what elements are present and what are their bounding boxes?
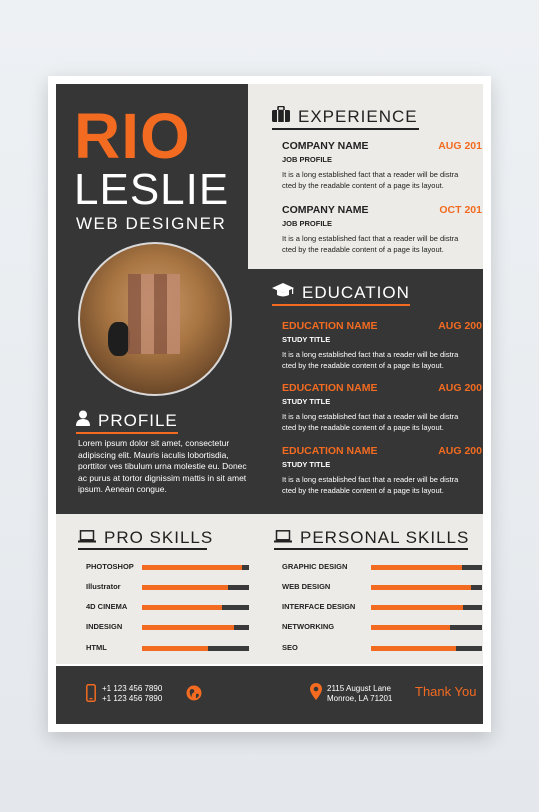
skill-fill bbox=[142, 625, 234, 630]
education-desc: It is a long established fact that a reader will be distra cted by the readable content of a page its layout. bbox=[282, 475, 459, 495]
skill-fill bbox=[142, 585, 228, 590]
phone-1: +1 123 456 7890 bbox=[102, 684, 163, 693]
personal-skills-heading bbox=[274, 528, 469, 548]
company-name: COMPANY NAME bbox=[282, 204, 369, 216]
job-profile: JOB PROFILE bbox=[282, 219, 333, 228]
study-title: STUDY TITLE bbox=[282, 397, 331, 406]
skill-bar bbox=[371, 605, 482, 610]
skill-row bbox=[282, 622, 483, 634]
job-profile: JOB PROFILE bbox=[282, 155, 333, 164]
company-name: COMPANY NAME bbox=[282, 140, 369, 152]
education-desc: It is a long established fact that a reader will be distra cted by the readable content of a page its layout. bbox=[282, 350, 459, 370]
skill-row bbox=[86, 643, 251, 655]
education-title: EDUCATION bbox=[302, 282, 410, 302]
skill-fill bbox=[371, 565, 462, 570]
experience-desc: It is a long established fact that a reader will be distra cted by the readable content of a page its layout. bbox=[282, 170, 459, 190]
skill-label: SEO bbox=[282, 643, 298, 652]
experience-date: OCT 201 bbox=[439, 204, 482, 216]
briefcase-icon bbox=[272, 106, 290, 127]
skill-bar bbox=[142, 625, 249, 630]
last-name: LESLIE bbox=[74, 165, 230, 214]
education-item bbox=[282, 320, 482, 371]
skill-bar bbox=[142, 646, 249, 651]
experience-title: EXPERIENCE bbox=[298, 106, 418, 126]
skill-label: GRAPHIC DESIGN bbox=[282, 562, 348, 571]
avatar bbox=[78, 242, 232, 396]
education-desc: It is a long established fact that a reader will be distra cted by the readable content of a page its layout. bbox=[282, 412, 459, 432]
experience-heading bbox=[272, 106, 418, 127]
thank-you-text: Thank You bbox=[415, 684, 477, 699]
globe-icon bbox=[186, 685, 202, 706]
graduation-cap-icon bbox=[272, 282, 294, 303]
address-line-2: Monroe, LA 71201 bbox=[327, 694, 393, 703]
profile-text: Lorem ipsum dolor sit amet, consectetur adipiscing elit. Mauris iaculis lobortisdia, porttitor ves tibulum urna molestie eu. Donec ac purus at tortor dignissim mattis in sit amet ipsum. Aenean congue. bbox=[78, 438, 247, 494]
skill-bar bbox=[371, 646, 482, 651]
skill-bar bbox=[371, 625, 482, 630]
location-pin-icon bbox=[310, 683, 322, 705]
skill-row bbox=[86, 562, 251, 574]
job-role: WEB DESIGNER bbox=[76, 214, 227, 233]
skill-label: 4D CINEMA bbox=[86, 602, 128, 611]
skill-fill bbox=[371, 585, 471, 590]
first-name: RIO bbox=[74, 100, 191, 172]
skill-label: INTERFACE DESIGN bbox=[282, 602, 356, 611]
education-date: AUG 200 bbox=[438, 382, 482, 394]
education-item bbox=[282, 382, 482, 433]
address-line-1: 2115 August Lane bbox=[327, 684, 391, 693]
experience-item bbox=[282, 140, 482, 191]
person-icon bbox=[76, 410, 90, 431]
skill-row bbox=[86, 622, 251, 634]
education-heading bbox=[272, 282, 410, 303]
education-name: EDUCATION NAME bbox=[282, 382, 378, 394]
skill-label: Illustrator bbox=[86, 582, 121, 591]
skill-bar bbox=[142, 605, 249, 610]
skill-fill bbox=[142, 565, 242, 570]
address bbox=[327, 684, 392, 704]
education-date: AUG 200 bbox=[438, 445, 482, 457]
pro-skills-underline bbox=[78, 548, 207, 550]
skill-row bbox=[86, 602, 251, 614]
laptop-icon bbox=[78, 528, 96, 548]
skill-fill bbox=[371, 625, 450, 630]
personal-skills-underline bbox=[274, 548, 468, 550]
phone-icon bbox=[86, 684, 96, 707]
profile-title: PROFILE bbox=[98, 410, 178, 430]
skill-label: NETWORKING bbox=[282, 622, 335, 631]
profile-underline bbox=[76, 432, 178, 434]
skill-fill bbox=[371, 605, 463, 610]
experience-date: AUG 201 bbox=[438, 140, 482, 152]
phone-numbers bbox=[102, 684, 162, 704]
skill-label: HTML bbox=[86, 643, 107, 652]
experience-item bbox=[282, 204, 482, 255]
education-item bbox=[282, 445, 482, 496]
personal-skills-title: PERSONAL SKILLS bbox=[300, 528, 470, 547]
pro-skills-title: PRO SKILLS bbox=[104, 528, 214, 547]
skill-label: INDESIGN bbox=[86, 622, 123, 631]
skill-row bbox=[282, 582, 483, 594]
profile-heading bbox=[76, 410, 178, 431]
experience-desc: It is a long established fact that a reader will be distra cted by the readable content of a page its layout. bbox=[282, 234, 459, 254]
skill-bar bbox=[371, 565, 482, 570]
skill-bar bbox=[142, 565, 249, 570]
resume-sheet bbox=[48, 76, 491, 732]
skill-row bbox=[282, 643, 483, 655]
skill-bar bbox=[142, 585, 249, 590]
skill-row bbox=[282, 602, 483, 614]
education-name: EDUCATION NAME bbox=[282, 445, 378, 457]
headphone-shape bbox=[108, 322, 130, 356]
study-title: STUDY TITLE bbox=[282, 335, 331, 344]
study-title: STUDY TITLE bbox=[282, 460, 331, 469]
skill-label: WEB DESIGN bbox=[282, 582, 331, 591]
education-underline bbox=[272, 304, 410, 306]
pixelated-face bbox=[128, 274, 180, 354]
skill-fill bbox=[142, 646, 208, 651]
experience-underline bbox=[272, 128, 419, 130]
skill-label: PHOTOSHOP bbox=[86, 562, 134, 571]
laptop-icon bbox=[274, 528, 292, 548]
education-name: EDUCATION NAME bbox=[282, 320, 378, 332]
phone-2: +1 123 456 7890 bbox=[102, 694, 163, 703]
skill-fill bbox=[371, 646, 456, 651]
skill-row bbox=[86, 582, 251, 594]
skill-row bbox=[282, 562, 483, 574]
skill-fill bbox=[142, 605, 222, 610]
pro-skills-heading bbox=[78, 528, 213, 548]
education-date: AUG 200 bbox=[438, 320, 482, 332]
skill-bar bbox=[371, 585, 482, 590]
